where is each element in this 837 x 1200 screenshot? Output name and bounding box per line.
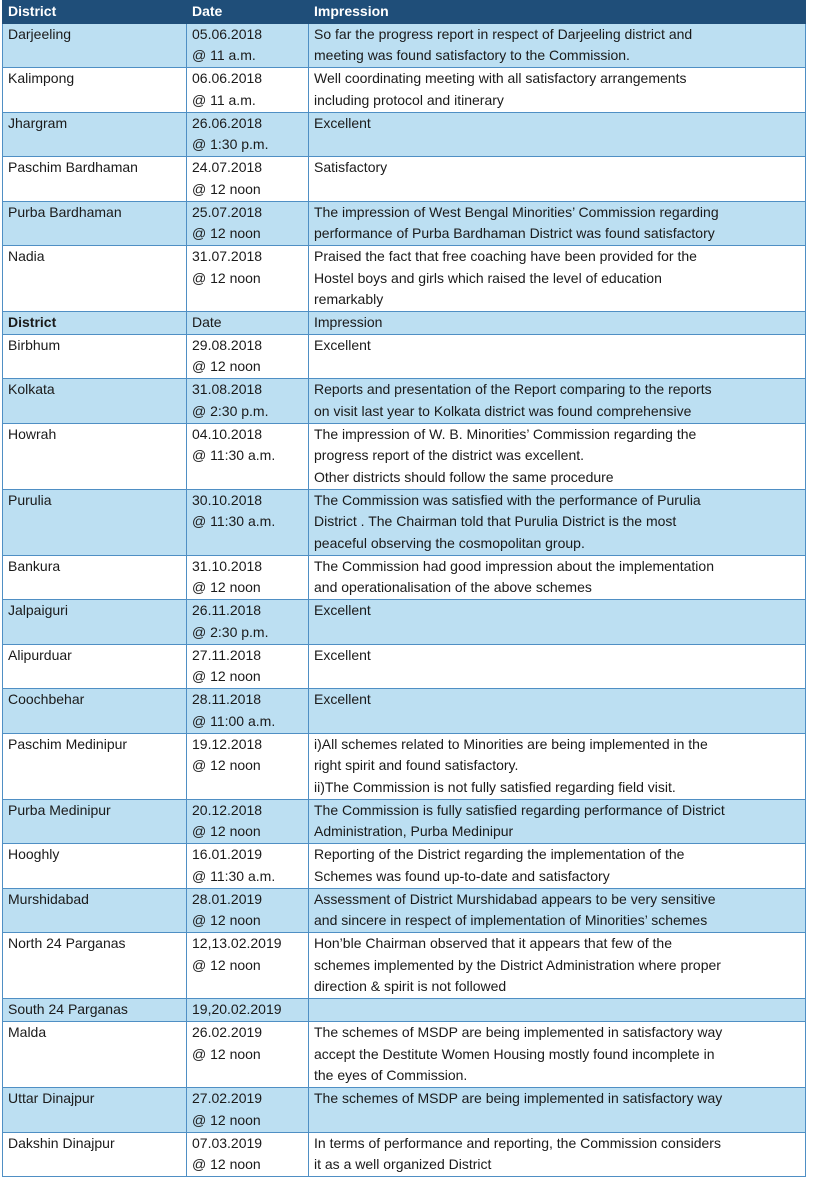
district-name: Jalpaiguri — [8, 602, 68, 618]
visit-date: 16.01.2019 — [192, 846, 263, 862]
visit-time: @ 11 a.m. — [192, 91, 256, 108]
impression-text: on visit last year to Kolkata district was found comprehensive — [314, 402, 692, 419]
visit-date: 31.10.2018 — [192, 557, 263, 574]
impression-text: Hostel boys and girls which raised the level of education — [314, 269, 662, 286]
impression-cell — [309, 555, 806, 600]
district-name: Purba Bardhaman — [8, 203, 122, 220]
district-name: Purulia — [8, 491, 52, 508]
district-cell — [3, 334, 187, 379]
district-cell — [3, 201, 187, 246]
district-cell — [3, 157, 187, 202]
document-page — [2, 0, 805, 1177]
visit-date: 12,13.02.2019 — [192, 935, 282, 951]
impression-text: progress report of the district was excellent. — [314, 447, 585, 463]
date-cell — [187, 600, 309, 645]
district-name: Nadia — [8, 248, 45, 264]
visit-date: 30.10.2018 — [192, 491, 263, 508]
impression-text: right spirit and found satisfactory. — [314, 757, 519, 773]
impression-text: The impression of W. B. Minorities’ Commission regarding the — [314, 425, 697, 442]
table-row — [3, 644, 806, 689]
table-row — [3, 799, 806, 844]
impression-cell — [309, 68, 806, 113]
impression-text: Excellent — [314, 646, 371, 663]
impression-cell — [309, 1132, 806, 1177]
district-cell — [3, 733, 187, 799]
visit-date: 26.02.2019 — [192, 1024, 263, 1040]
table-header-row — [3, 1, 806, 24]
impression-text: Assessment of District Murshidabad appears to be very sensitive — [314, 890, 716, 907]
impression-cell — [309, 423, 806, 489]
impression-text: In terms of performance and reporting, the Commission considers — [314, 1134, 721, 1151]
table-row — [3, 844, 806, 889]
table-row — [3, 423, 806, 489]
district-name: Coochbehar — [8, 691, 85, 707]
district-cell — [3, 246, 187, 312]
visit-time: @ 12 noon — [192, 180, 261, 197]
date-cell — [187, 844, 309, 889]
table-row — [3, 1022, 806, 1088]
impression-text: Administration, Purba Medinipur — [314, 823, 514, 839]
visit-date: 20.12.2018 — [192, 801, 263, 818]
impression-text: Excellent — [314, 114, 371, 131]
district-cell — [3, 23, 187, 68]
visit-date: 26.11.2018 — [192, 602, 262, 618]
visit-date: 06.06.2018 — [192, 70, 263, 86]
visit-time: @ 12 noon — [192, 579, 261, 595]
visit-date: 25.07.2018 — [192, 203, 263, 220]
table-row — [3, 888, 806, 933]
district-name: Kolkata — [8, 381, 55, 397]
visit-date: 26.06.2018 — [192, 114, 263, 131]
subheader-impression: Impression — [309, 312, 806, 335]
impression-cell — [309, 689, 806, 734]
impression-cell — [309, 489, 806, 555]
visit-time: @ 12 noon — [192, 956, 261, 973]
date-cell — [187, 733, 309, 799]
visit-date: 28.01.2019 — [192, 890, 263, 907]
header-district: District — [3, 1, 187, 24]
visit-date: 31.07.2018 — [192, 248, 263, 264]
date-cell — [187, 644, 309, 689]
impression-cell — [309, 379, 806, 424]
table-row — [3, 201, 806, 246]
date-cell — [187, 423, 309, 489]
district-cell — [3, 112, 187, 157]
date-cell — [187, 23, 309, 68]
district-name: Uttar Dinajpur — [8, 1090, 95, 1106]
district-name: Paschim Medinipur — [8, 735, 128, 752]
visit-time: @ 12 noon — [192, 912, 261, 928]
impression-text: direction & spirit is not followed — [314, 978, 507, 994]
table-row — [3, 600, 806, 645]
visit-date: 29.08.2018 — [192, 336, 263, 353]
visit-time: @ 12 noon — [192, 757, 261, 773]
impression-cell — [309, 112, 806, 157]
district-name: Birbhum — [8, 336, 61, 353]
date-cell — [187, 489, 309, 555]
subheader-date: Date — [187, 312, 309, 335]
impression-cell — [309, 799, 806, 844]
date-cell — [187, 933, 309, 999]
date-cell — [187, 1022, 309, 1088]
impression-cell — [309, 733, 806, 799]
visit-time: @ 11:30 a.m. — [192, 867, 276, 884]
visit-date: 24.07.2018 — [192, 159, 263, 175]
date-cell — [187, 112, 309, 157]
date-cell — [187, 799, 309, 844]
visit-time: @ 11:30 a.m. — [192, 513, 276, 529]
impression-text: remarkably — [314, 291, 384, 307]
date-cell — [187, 201, 309, 246]
district-name: North 24 Parganas — [8, 935, 126, 951]
district-name: Alipurduar — [8, 646, 72, 663]
impression-text: performance of Purba Bardhaman District was found satisfactory — [314, 225, 715, 241]
impression-cell — [309, 644, 806, 689]
visit-date: 28.11.2018 — [192, 691, 262, 707]
district-name: Jhargram — [8, 114, 68, 131]
district-cell — [3, 423, 187, 489]
impression-text: accept the Destitute Women Housing mostly found incomplete in — [314, 1045, 715, 1062]
district-name: Paschim Bardhaman — [8, 159, 138, 175]
visit-time: @ 1:30 p.m. — [192, 136, 269, 152]
date-cell — [187, 246, 309, 312]
visit-time: @ 12 noon — [192, 823, 261, 839]
table-row — [3, 555, 806, 600]
date-cell — [187, 689, 309, 734]
district-name: Dakshin Dinajpur — [8, 1134, 115, 1151]
district-name: Malda — [8, 1024, 47, 1040]
visit-date: 05.06.2018 — [192, 25, 263, 42]
impression-cell — [309, 1022, 806, 1088]
impression-text: Praised the fact that free coaching have been provided for the — [314, 248, 697, 264]
impression-cell — [309, 201, 806, 246]
visit-date: 04.10.2018 — [192, 425, 263, 442]
visit-date: 19,20.02.2019 — [192, 1001, 282, 1017]
date-cell — [187, 555, 309, 600]
impression-text: meeting was found satisfactory to the Commission. — [314, 47, 630, 63]
visit-time: @ 12 noon — [192, 269, 261, 286]
impression-text: District . The Chairman told that Purulia District is the most — [314, 513, 677, 529]
date-cell — [187, 999, 309, 1022]
impression-text: ii)The Commission is not fully satisfied regarding field visit. — [314, 778, 676, 795]
visit-time: @ 11:30 a.m. — [192, 447, 276, 463]
table-row — [3, 112, 806, 157]
district-cell — [3, 888, 187, 933]
header-date: Date — [187, 1, 309, 24]
header-impression: Impression — [309, 1, 806, 24]
impression-text: The Commission is fully satisfied regarding performance of District — [314, 801, 725, 818]
district-impressions-table — [2, 0, 806, 1177]
impression-text: Hon’ble Chairman observed that it appears that few of the — [314, 935, 672, 951]
impression-text: the eyes of Commission. — [314, 1067, 468, 1083]
district-cell — [3, 379, 187, 424]
district-cell — [3, 933, 187, 999]
district-cell — [3, 68, 187, 113]
subheader-district: District — [3, 312, 187, 335]
visit-date: 27.02.2019 — [192, 1090, 263, 1106]
district-cell — [3, 644, 187, 689]
date-cell — [187, 68, 309, 113]
impression-cell — [309, 1088, 806, 1133]
impression-text: it as a well organized District — [314, 1156, 492, 1172]
visit-time: @ 12 noon — [192, 1156, 261, 1172]
table-row — [3, 1088, 806, 1133]
impression-text: and operationalisation of the above schemes — [314, 579, 592, 595]
table-subheader-row — [3, 312, 806, 335]
impression-text: Schemes was found up-to-date and satisfactory — [314, 867, 610, 884]
table-row — [3, 334, 806, 379]
district-cell — [3, 689, 187, 734]
impression-text: Excellent — [314, 691, 371, 707]
table-row — [3, 23, 806, 68]
district-name: Howrah — [8, 425, 57, 442]
impression-text: and sincere in respect of implementation of Minorities’ schemes — [314, 912, 708, 928]
impression-cell — [309, 933, 806, 999]
district-cell — [3, 600, 187, 645]
visit-date: 31.08.2018 — [192, 381, 263, 397]
impression-text: i)All schemes related to Minorities are being implemented in the — [314, 735, 708, 752]
date-cell — [187, 888, 309, 933]
district-name: Purba Medinipur — [8, 801, 111, 818]
impression-text: Other districts should follow the same procedure — [314, 468, 614, 485]
district-name: Murshidabad — [8, 890, 89, 907]
visit-time: @ 11 a.m. — [192, 47, 256, 63]
impression-text: Well coordinating meeting with all satisfactory arrangements — [314, 70, 687, 86]
impression-cell — [309, 334, 806, 379]
district-cell — [3, 999, 187, 1022]
date-cell — [187, 334, 309, 379]
visit-date: 27.11.2018 — [192, 646, 262, 663]
district-name: Kalimpong — [8, 70, 75, 86]
impression-text: Reporting of the District regarding the implementation of the — [314, 846, 685, 862]
impression-text: The Commission was satisfied with the performance of Purulia — [314, 491, 701, 508]
impression-text: The schemes of MSDP are being implemented in satisfactory way — [314, 1090, 723, 1106]
table-row — [3, 379, 806, 424]
visit-time: @ 11:00 a.m. — [192, 712, 276, 729]
impression-text: Reports and presentation of the Report comparing to the reports — [314, 381, 712, 397]
district-name: South 24 Parganas — [8, 1001, 128, 1017]
visit-time: @ 12 noon — [192, 358, 261, 374]
impression-cell — [309, 157, 806, 202]
impression-cell — [309, 23, 806, 68]
district-cell — [3, 555, 187, 600]
impression-text: The Commission had good impression about the implementation — [314, 557, 714, 574]
date-cell — [187, 1088, 309, 1133]
visit-date: 07.03.2019 — [192, 1134, 263, 1151]
date-cell — [187, 1132, 309, 1177]
impression-cell — [309, 999, 806, 1022]
date-cell — [187, 379, 309, 424]
table-row — [3, 1132, 806, 1177]
table-row — [3, 933, 806, 999]
impression-cell — [309, 246, 806, 312]
visit-time: @ 12 noon — [192, 1111, 261, 1128]
table-row — [3, 999, 806, 1022]
district-cell — [3, 799, 187, 844]
date-cell — [187, 157, 309, 202]
impression-cell — [309, 888, 806, 933]
impression-cell — [309, 844, 806, 889]
table-row — [3, 246, 806, 312]
impression-text: including protocol and itinerary — [314, 91, 504, 108]
table-row — [3, 733, 806, 799]
impression-text: peaceful observing the cosmopolitan group. — [314, 534, 585, 551]
impression-text: schemes implemented by the District Administration where proper — [314, 956, 721, 973]
district-cell — [3, 489, 187, 555]
table-row — [3, 689, 806, 734]
district-name: Darjeeling — [8, 25, 72, 42]
table-row — [3, 157, 806, 202]
district-cell — [3, 844, 187, 889]
impression-text: Excellent — [314, 602, 371, 618]
visit-time: @ 12 noon — [192, 1045, 261, 1062]
visit-date: 19.12.2018 — [192, 735, 263, 752]
table-row — [3, 489, 806, 555]
visit-time: @ 2:30 p.m. — [192, 402, 269, 419]
visit-time: @ 12 noon — [192, 668, 261, 684]
district-cell — [3, 1132, 187, 1177]
district-name: Bankura — [8, 557, 61, 574]
impression-text: The schemes of MSDP are being implemented in satisfactory way — [314, 1024, 723, 1040]
district-cell — [3, 1088, 187, 1133]
impression-cell — [309, 600, 806, 645]
impression-text: Satisfactory — [314, 159, 388, 175]
district-cell — [3, 1022, 187, 1088]
impression-text: The impression of West Bengal Minorities’ Commission regarding — [314, 203, 719, 220]
impression-text: Excellent — [314, 336, 371, 353]
district-name: Hooghly — [8, 846, 60, 862]
visit-time: @ 2:30 p.m. — [192, 623, 269, 640]
table-row — [3, 68, 806, 113]
visit-time: @ 12 noon — [192, 225, 261, 241]
impression-text: So far the progress report in respect of Darjeeling district and — [314, 25, 693, 42]
